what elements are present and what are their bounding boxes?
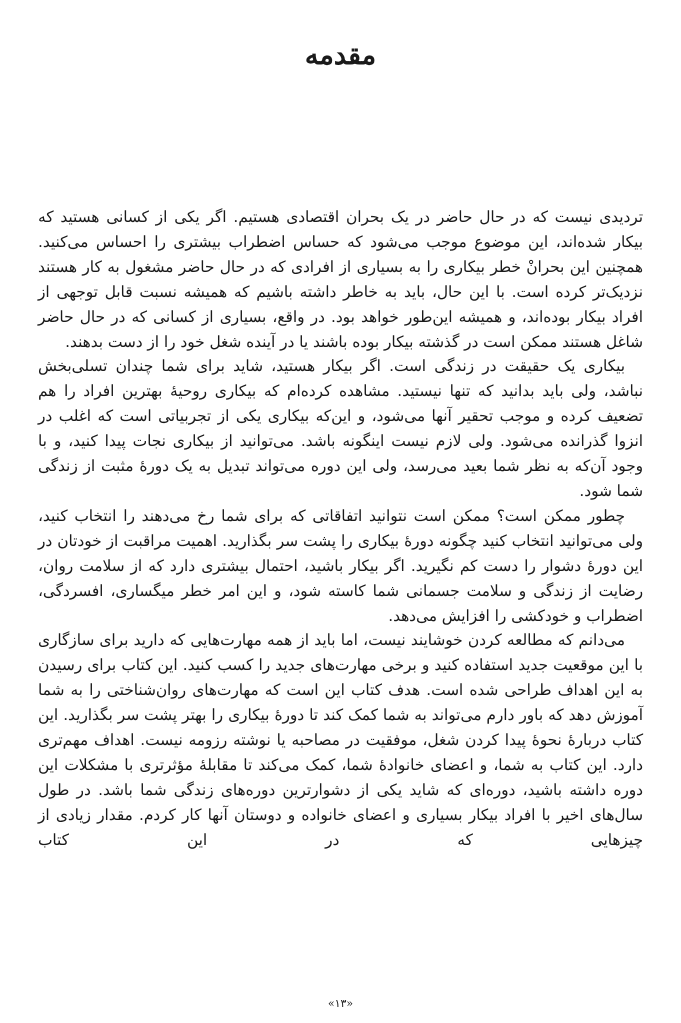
chapter-title: مقدمه — [304, 40, 377, 71]
paragraph-3: چطور ممکن است؟ ممکن است نتوانید اتفاقاتی که برای شما رخ می‌دهند را انتخاب کنید، ولی می‌توانید انتخاب کنید چگونه دورهٔ بیکاری را پشت سر بگذارید. اهمیت مراقبت از خودتان در این دورهٔ دشوار را دست کم نگیرید. اگر بیکار باشید، احتمال بیشتری دارد که از سلامت روان، رضایت از زندگی و سلامت جسمانی شما کاسته شود، و این امر خطر میگساری، افسردگی، اضطراب و خودکشی را افزایش می‌دهد. — [38, 506, 643, 625]
body-text — [38, 205, 643, 853]
paragraph-1: تردیدی نیست که در حال حاضر در یک بحران اقتصادی هستیم. اگر یکی از کسانی هستید که بیکار شده‌اند، این موضوع موجب می‌شود که حساس اضطراب بیشتری را احساس می‌کنید. همچنین این بحرانْ خطر بیکاری را به بسیاری از افرادی که در حال حاضر مشغول به کار هستند نزدیک‌تر کرده است. با این حال، باید به خاطر داشته باشیم که همیشه نسبت قابل توجهی از افراد بیکار بوده‌اند، و همیشه این‌طور خواهد بود. در واقع، بسیاری از کسانی که در حال حاضر شاغل هستند ممکن است در گذشته بیکار بوده باشند یا در آینده شغل خود را از دست بدهند. — [38, 208, 643, 351]
paragraph-4: می‌دانم که مطالعه کردن خوشایند نیست، اما باید از همه مهارت‌هایی که دارید برای سازگاری با این موقعیت جدید استفاده کنید و برخی مهارت‌های جدید را کسب کنید. این کتاب برای رسیدن به این اهداف طراحی شده است. هدف کتاب این است که مهارت‌های روان‌شناختی را به شما آموزش دهد که باور دارم می‌تواند به شما کمک کند تا دورهٔ بیکاری را بهتر پشت سر بگذارید. این کتاب دربارهٔ نحوهٔ پیدا کردن شغل، موفقیت در مصاحبه یا نوشته رزومه نیست. اهداف مهم‌تری دارد. این کتاب به شما، و اعضای خانوادهٔ شما، کمک می‌کند تا مقابلهٔ مؤثرتری با مشکلات این دوره داشته باشید، دوره‌ای که شاید یکی از دشوارترین دوره‌های زندگی شما باشد. در طول سال‌های اخیر با افراد بیکار بسیاری و اعضای خانواده و دوستان آنها کار کردم. مقدار زیادی از چیزهایی که در این کتاب — [38, 631, 643, 849]
page-number: «۱۳» — [327, 997, 354, 1010]
paragraph-2: بیکاری یک حقیقت در زندگی است. اگر بیکار هستید، شاید برای شما چندان تسلی‌بخش نباشد، ولی باید بدانید که تنها نیستید. مشاهده کرده‌ام که بیکاری روحیهٔ بهترین افراد را هم تضعیف کرده و موجب تحقیر آنها می‌شود، و این‌که بیکاری یکی از تجربیاتی است که اغلب در انزوا گذرانده می‌شود. ولی لازم نیست اینگونه باشد. می‌توانید از بیکاری نجات پیدا کنید، و با وجود آن‌که به نظر شما بعید می‌رسد، ولی این دوره می‌تواند تبدیل به یک دورهٔ مثبت از زندگی شما شود. — [38, 357, 643, 500]
